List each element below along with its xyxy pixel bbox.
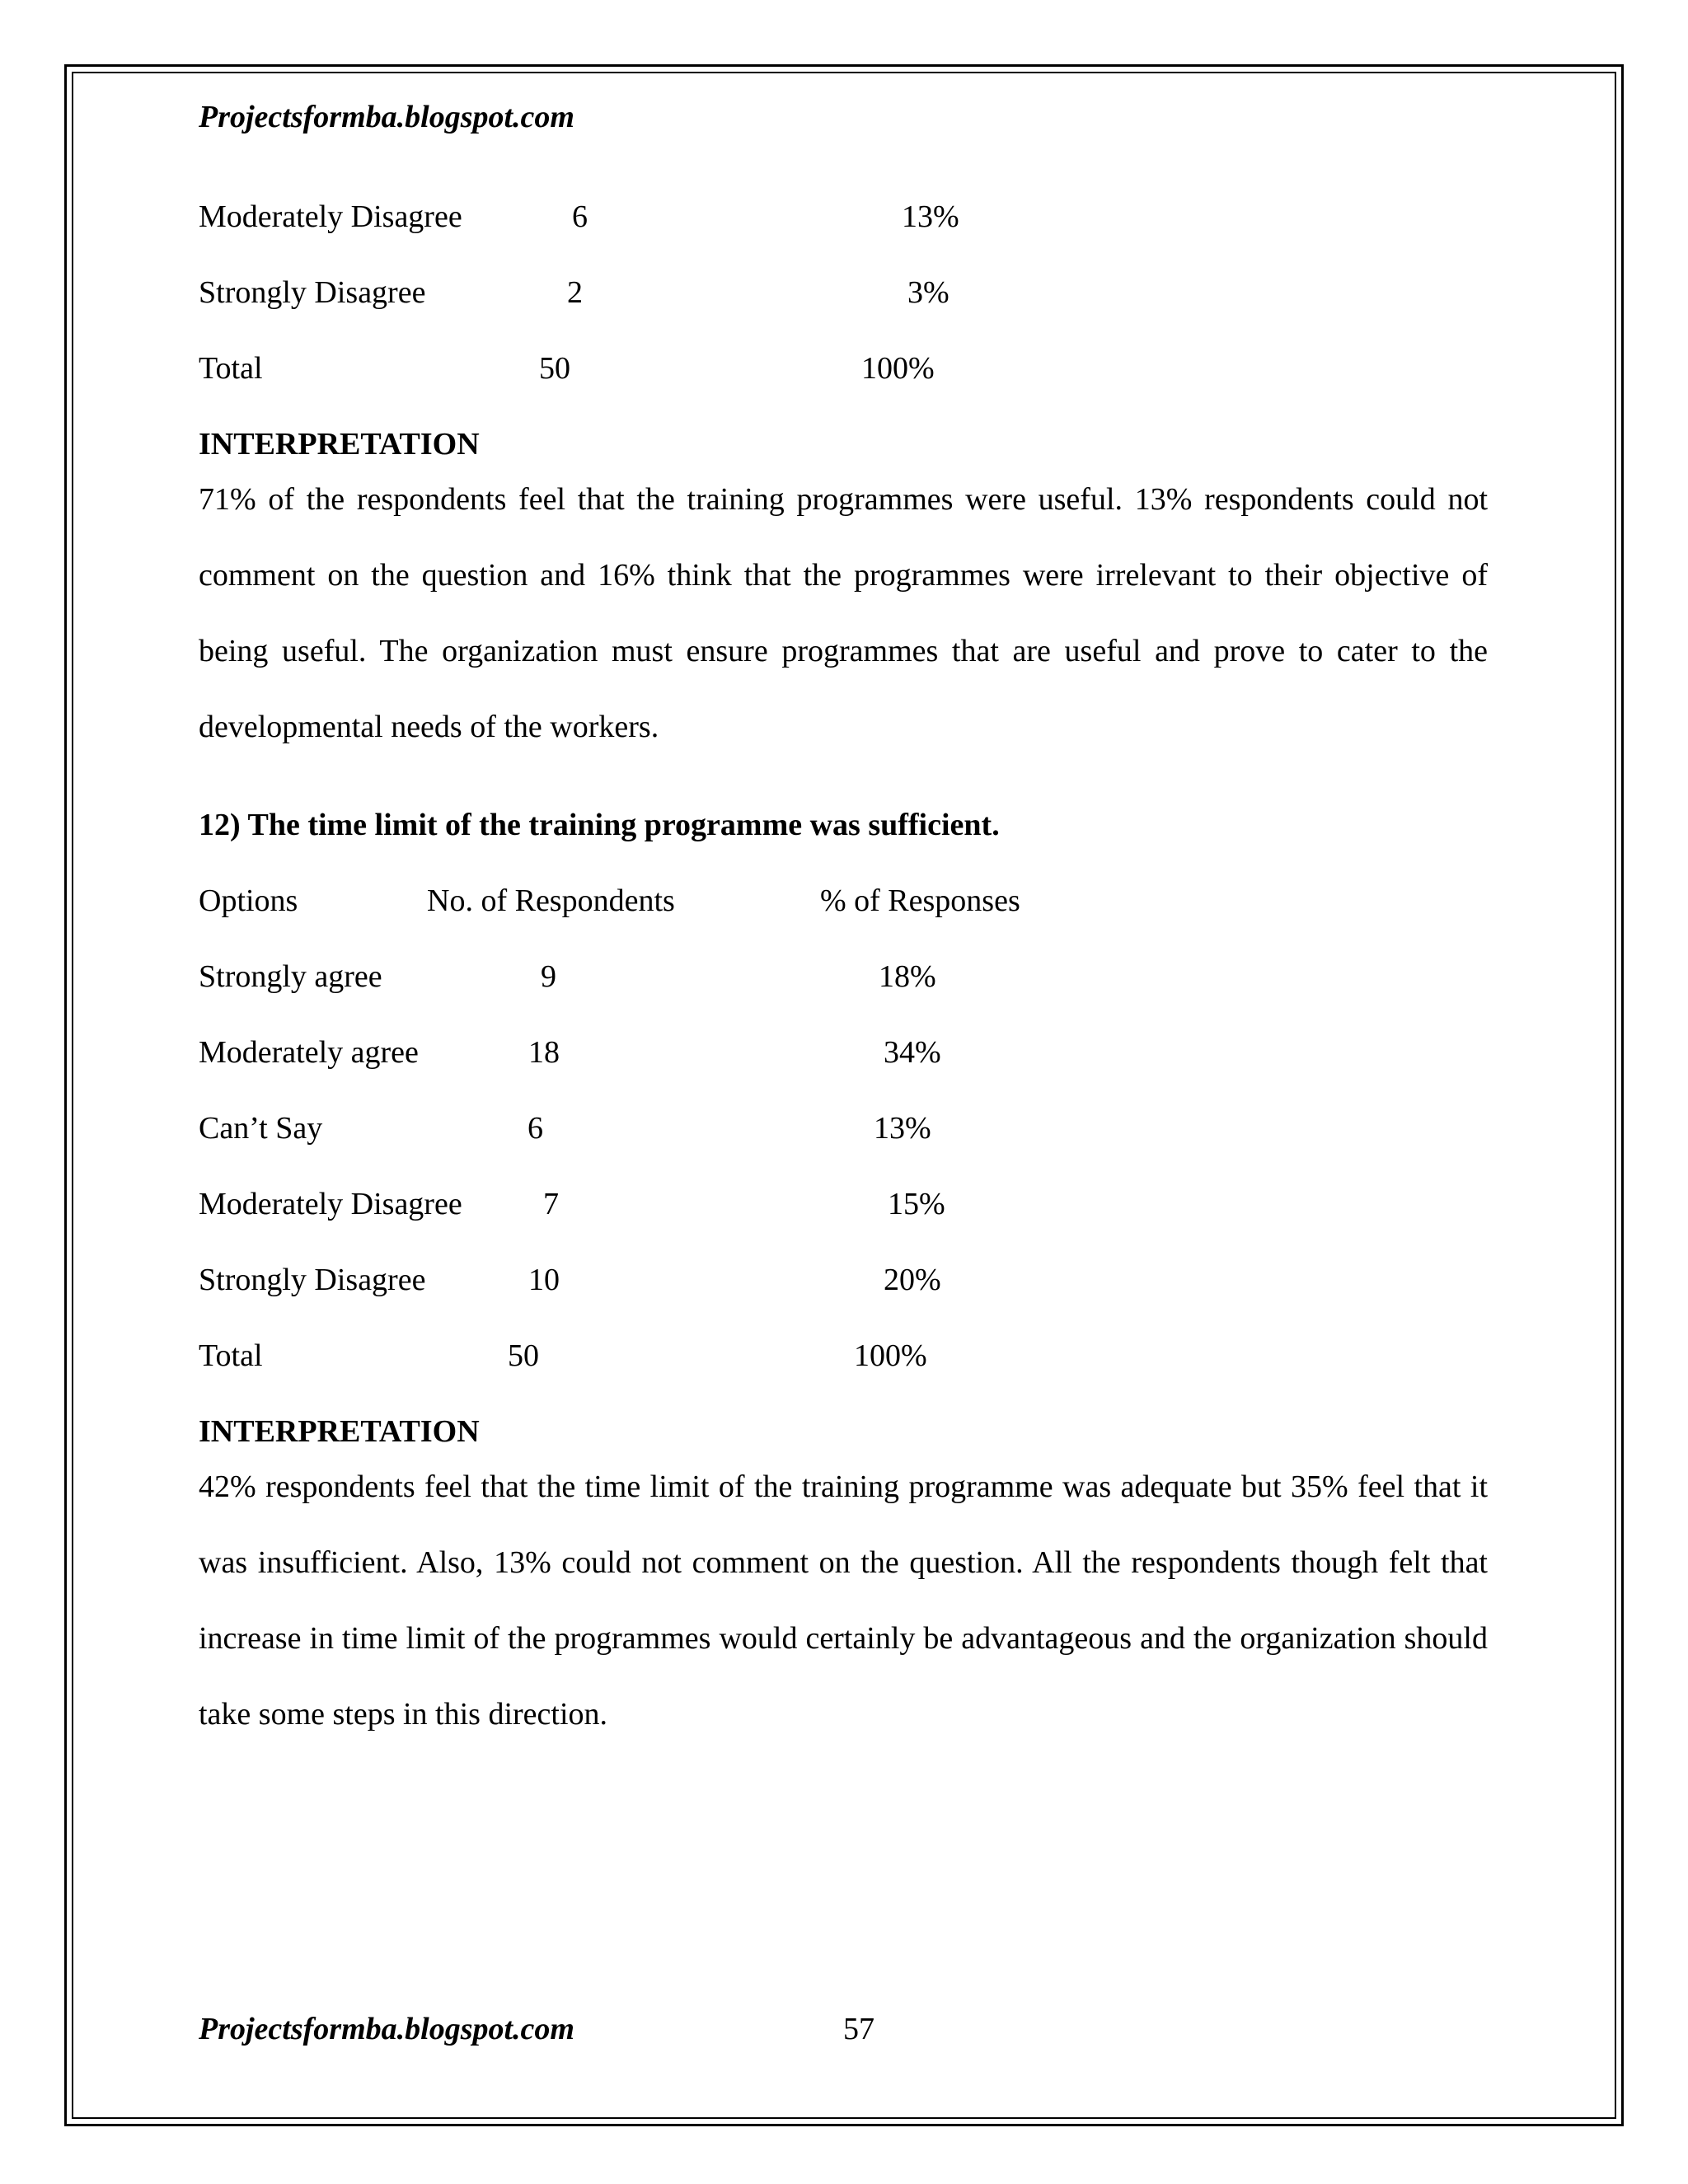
- respondents-cell: 50: [539, 351, 570, 386]
- respondents-cell: 6: [572, 199, 588, 234]
- footer-site-label: Projectsformba.blogspot.com: [199, 2012, 574, 2046]
- column-header-respondents: No. of Respondents: [427, 883, 675, 918]
- percent-cell: 100%: [861, 351, 935, 386]
- percent-cell: 18%: [879, 959, 936, 994]
- respondents-cell: 7: [543, 1187, 559, 1221]
- percent-cell: 13%: [902, 199, 959, 234]
- header-site-label: Projectsformba.blogspot.com: [199, 100, 574, 134]
- interpretation-paragraph: 42% respondents feel that the time limit of the training programme was adequate but 35% feel that it was insufficient. Also, 13% could not comment on the question. All the respondents though felt that increase in time limit of the programmes would certainly be advantageous and the organization should take some steps in this direction.: [199, 1469, 1488, 1732]
- option-cell: Can’t Say: [199, 1111, 323, 1146]
- option-cell: Total: [199, 1338, 263, 1373]
- respondents-cell: 18: [528, 1035, 560, 1070]
- percent-cell: 3%: [907, 275, 950, 310]
- option-cell: Moderately Disagree: [199, 199, 462, 234]
- option-cell: Strongly Disagree: [199, 275, 426, 310]
- option-cell: Strongly Disagree: [199, 1263, 426, 1297]
- option-cell: Strongly agree: [199, 959, 382, 994]
- respondents-cell: 50: [508, 1338, 539, 1373]
- respondents-cell: 10: [528, 1263, 560, 1297]
- page-number: 57: [843, 2012, 874, 2046]
- question-title: 12) The time limit of the training programme was sufficient.: [199, 808, 1000, 842]
- option-cell: Moderately agree: [199, 1035, 419, 1070]
- column-header-percent: % of Responses: [820, 883, 1020, 918]
- interpretation-heading: INTERPRETATION: [199, 427, 480, 462]
- percent-cell: 13%: [874, 1111, 931, 1146]
- percent-cell: 20%: [884, 1263, 941, 1297]
- percent-cell: 100%: [854, 1338, 927, 1373]
- respondents-cell: 2: [567, 275, 583, 310]
- interpretation-paragraph: 71% of the respondents feel that the training programmes were useful. 13% respondents could not comment on the question and 16% think that the programmes were irrelevant to their objective of being useful. The organization must ensure programmes that are useful and prove to cater to the developmental needs of the workers.: [199, 482, 1488, 744]
- respondents-cell: 9: [541, 959, 556, 994]
- percent-cell: 15%: [888, 1187, 945, 1221]
- interpretation-heading: INTERPRETATION: [199, 1414, 480, 1449]
- option-cell: Moderately Disagree: [199, 1187, 462, 1221]
- respondents-cell: 6: [528, 1111, 543, 1146]
- column-header-options: Options: [199, 883, 298, 918]
- percent-cell: 34%: [884, 1035, 941, 1070]
- option-cell: Total: [199, 351, 263, 386]
- page-border-inner: [72, 72, 1616, 2119]
